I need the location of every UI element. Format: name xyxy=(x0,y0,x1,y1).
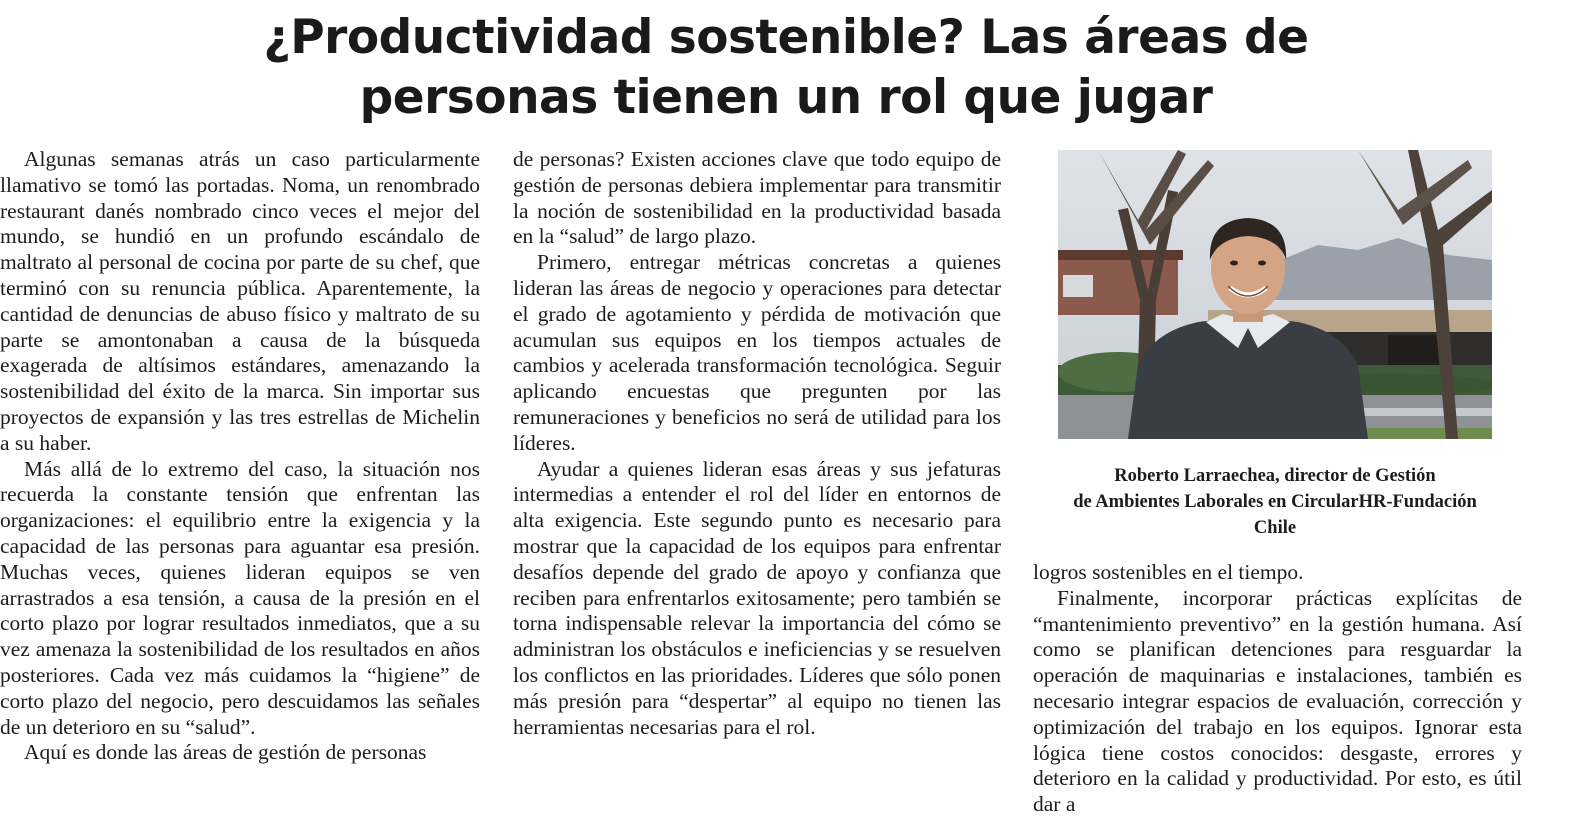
headline-line-2: personas tienen un rol que jugar xyxy=(359,70,1213,125)
caption-line-3: Chile xyxy=(1253,518,1297,538)
caption-line-2: de Ambientes Laborales en CircularHR-Fundación xyxy=(1073,492,1477,512)
article-column-1 xyxy=(0,147,480,766)
column1-paragraph-1: Algunas semanas atrás un caso particularmente llamativo se tomó las portadas. Noma, un renombrado restaurant danés nombrado cinco veces el mejor del mundo, se hundió en un profundo escándalo de maltrato al personal de cocina por parte de su chef, que terminó con su renuncia pública. Aparentemente, la cantidad de denuncias de abuso físico y maltrato de su parte se amontonaban a causa de la búsqueda exagerada de altísimos estándares, amenazando la sostenibilidad del éxito de la marca. Sin importar sus proyectos de expansión y las tres estrellas de Michelin a su haber. xyxy=(0,147,480,455)
column2-paragraph-2: Primero, entregar métricas concretas a quienes lideran las áreas de negocio y operaciones para detectar el grado de agotamiento y pérdida de motivación que acumulan sus equipos en los tiempos actuales de cambios y acelerada transformación tecnológica. Seguir aplicando encuestas que pregunten por las remuneraciones y beneficios no será de utilidad para los líderes. xyxy=(513,250,1001,455)
column1-paragraph-2: Más allá de lo extremo del caso, la situación nos recuerda la constante tensión que enfrentan las organizaciones: el equilibrio entre la exigencia y la capacidad de las personas para aguantar esa presión. Muchas veces, quienes lideran equipos se ven arrastrados a esa tensión, a causa de la presión en el corto plazo por lograr resultados inmediatos, que a su vez amenaza la sostenibilidad de los resultados en años posteriores. Cada vez más cuidamos la “higiene” de corto plazo del negocio, pero descuidamos las señales de un deterioro en su “salud”. xyxy=(0,456,480,739)
headline-line-1: ¿Productividad sostenible? Las áreas de xyxy=(263,10,1309,65)
photo-caption xyxy=(1040,463,1510,541)
article-column-3 xyxy=(1033,560,1522,818)
column1-paragraph-3: Aquí es donde las áreas de gestión de personas xyxy=(24,740,427,765)
column2-paragraph-1: de personas? Existen acciones clave que todo equipo de gestión de personas debiera implementar para transmitir la noción de sostenibilidad en la productividad basada en la “salud” de largo plazo. xyxy=(513,147,1001,249)
portrait-photo-illustration xyxy=(1058,150,1492,439)
column3-paragraph-1: logros sostenibles en el tiempo. xyxy=(1033,560,1304,584)
portrait-photo xyxy=(1058,150,1492,439)
article-headline xyxy=(0,8,1572,128)
column2-paragraph-3: Ayudar a quienes lideran esas áreas y sus jefaturas intermedias a entender el rol del líder en entornos de alta exigencia. Este segundo punto es necesario para mostrar que la capacidad de los equipos para enfrentar desafíos depende del grado de apoyo y confianza que reciben para enfrentarlos exitosamente; pero también se torna indispensable relevar la importancia del cómo se administran los obstáculos e ineficiencias y se resuelven los conflictos en las prioridades. Líderes que sólo ponen más presión para “despertar” al equipo no tienen las herramientas necesarias para el rol. xyxy=(513,456,1001,739)
column3-paragraph-2: Finalmente, incorporar prácticas explícitas de “mantenimiento preventivo” en la gestión humana. Así como se planifican detenciones para resguardar la operación de maquinarias e instalaciones, también es necesario integrar espacios de evaluación, corrección y optimización del trabajo en los equipos. Ignorar esta lógica tiene costos conocidos: desgaste, errores y deterioro en la calidad y productividad. Por esto, es útil dar a xyxy=(1033,585,1522,817)
caption-line-1: Roberto Larraechea, director de Gestión xyxy=(1114,466,1436,486)
article-column-2 xyxy=(513,147,1001,740)
